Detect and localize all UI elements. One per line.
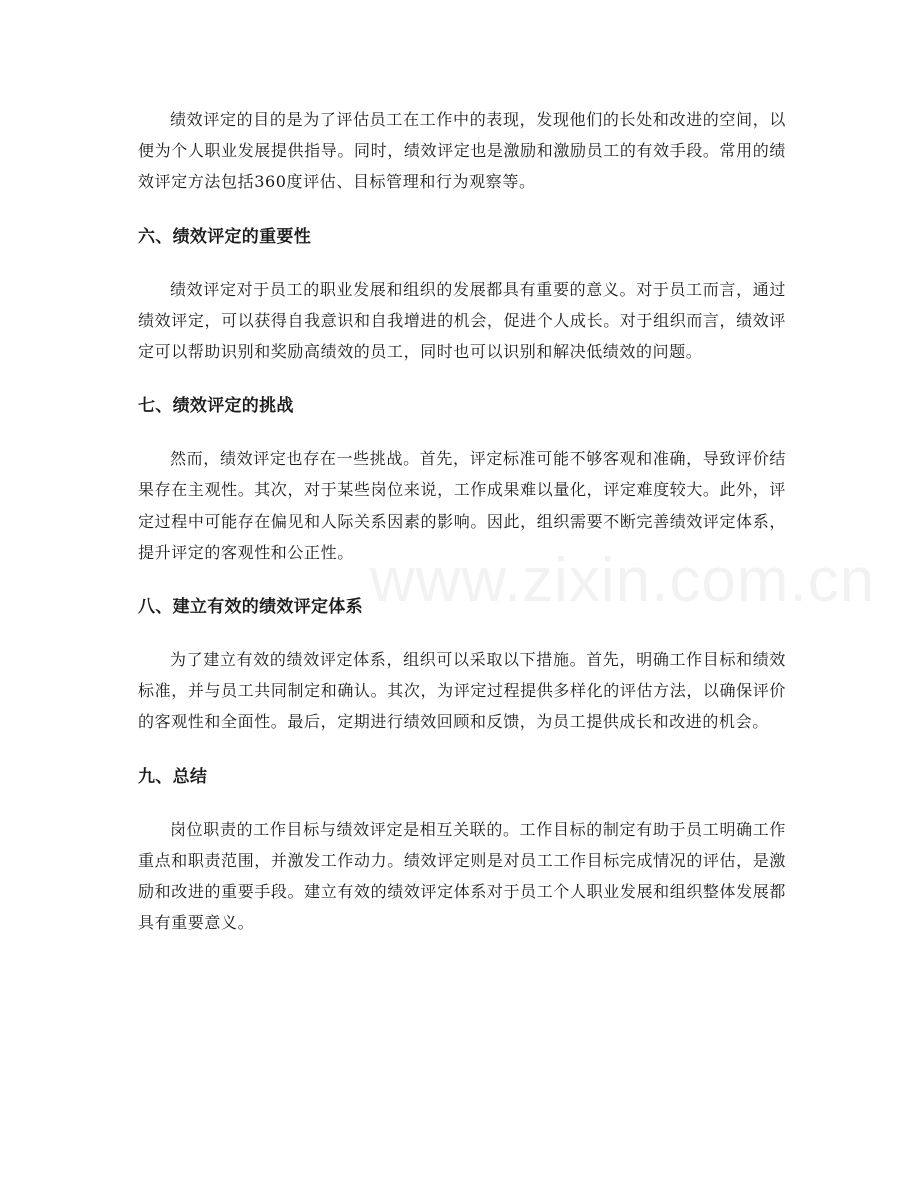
watermark: www.zixin.com.cn — [370, 546, 876, 615]
section-paragraph-summary: 岗位职责的工作目标与绩效评定是相互关联的。工作目标的制定有助于员工明确工作重点和职责范围，并激发工作动力。绩效评定则是对员工工作目标完成情况的评估，是激励和改进的重要手段。建立有效的绩效评定体系对于员工个人职业发展和组织整体发展都具有重要意义。 — [138, 819, 786, 933]
section-paragraph-system: 为了建立有效的绩效评定体系，组织可以采取以下措施。首先，明确工作目标和绩效标准，并与员工共同制定和确认。其次，为评定过程提供多样化的评估方法，以确保评价的客观性和全面性。最后，定期进行绩效回顾和反馈，为员工提供成长和改进的机会。 — [138, 650, 786, 732]
section-paragraph-importance: 绩效评定对于员工的职业发展和组织的发展都具有重要的意义。对于员工而言，通过绩效评定，可以获得自我意识和自我增进的机会，促进个人成长。对于组织而言，绩效评定可以帮助识别和奖励高绩效的员工，同时也可以识别和解决低绩效的问题。 — [138, 279, 786, 362]
document-page — [138, 104, 786, 938]
section-paragraph-challenges: 然而，绩效评定也存在一些挑战。首先，评定标准可能不够客观和准确，导致评价结果存在主观性。其次，对于某些岗位来说，工作成果难以量化，评定难度较大。此外，评定过程中可能存在偏见和人际关系因素的影响。因此，组织需要不断完善绩效评定体系，提升评定的客观性和公正性。 — [138, 449, 786, 562]
section-heading-challenges: 七、绩效评定的挑战 — [138, 396, 294, 417]
section-heading-importance: 六、绩效评定的重要性 — [138, 226, 311, 247]
section-heading-summary: 九、总结 — [138, 766, 208, 787]
section-heading-system: 八、建立有效的绩效评定体系 — [138, 597, 363, 618]
intro-paragraph: 绩效评定的目的是为了评估员工在工作中的表现，发现他们的长处和改进的空间，以便为个人职业发展提供指导。同时，绩效评定也是激励和激励员工的有效手段。常用的绩效评定方法包括360度评估、目标管理和行为观察等。 — [138, 110, 786, 192]
